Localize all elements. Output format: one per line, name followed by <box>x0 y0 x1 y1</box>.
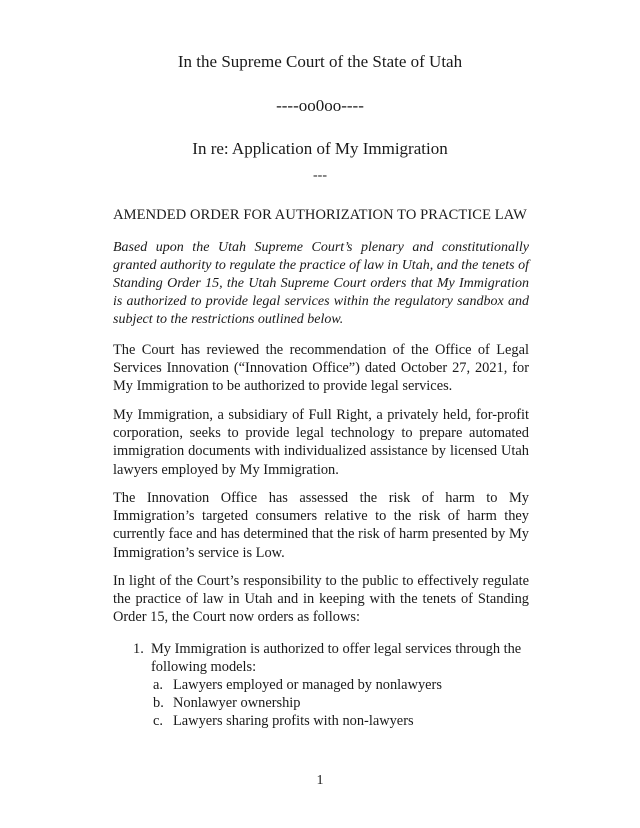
heading-separator: ----oo0oo---- <box>276 96 364 115</box>
page-number: 1 <box>316 773 324 788</box>
subitem-marker: b. <box>153 695 164 711</box>
paragraph-risk: The Innovation Office has assessed the risk of harm to My Immigration’s targeted consumers relative to the risk of harm they currently face and has determined that the risk of harm presented by My Immigration’s service is Low. <box>113 490 529 561</box>
list-item-text: My Immigration is authorized to offer legal services through the following models: <box>151 641 522 676</box>
paragraph-order: In light of the Court’s responsibility to the public to effectively regulate the practice of law in Utah and in keeping with the tenets of Standing Order 15, the Court now orders as follows: <box>113 573 529 626</box>
short-separator: --- <box>313 168 327 183</box>
intro-paragraph: Based upon the Utah Supreme Court’s plenary and constitutionally granted authority to regulate the practice of law in Utah, and the tenets of Standing Order 15, the Utah Supreme Court orders that My Immigration is authorized to provide legal services within the regulatory sandbox and subject to the restrictions outlined below. <box>113 240 529 328</box>
paragraph-description: My Immigration, a subsidiary of Full Right, a privately held, for-profit corporation, seeks to provide legal technology to prepare automated immigration documents with individualized assistance by licensed Utah lawyers employed by My Immigration. <box>113 407 529 478</box>
subitem-text: Lawyers employed or managed by nonlawyers <box>173 677 442 693</box>
subitem-text: Nonlawyer ownership <box>173 695 301 711</box>
order-title: AMENDED ORDER FOR AUTHORIZATION TO PRACTICE LAW <box>113 207 527 223</box>
in-re-heading: In re: Application of My Immigration <box>192 139 448 158</box>
court-heading: In the Supreme Court of the State of Utah <box>177 52 463 71</box>
subitem-marker: a. <box>153 677 163 693</box>
subitem-marker: c. <box>153 713 163 729</box>
subitem-text: Lawyers sharing profits with non-lawyers <box>173 713 414 729</box>
list-item-number: 1. <box>133 641 144 657</box>
paragraph-review: The Court has reviewed the recommendation of the Office of Legal Services Innovation (“Innovation Office”) dated October 27, 2021, for My Immigration to be authorized to provide legal services. <box>113 342 529 395</box>
